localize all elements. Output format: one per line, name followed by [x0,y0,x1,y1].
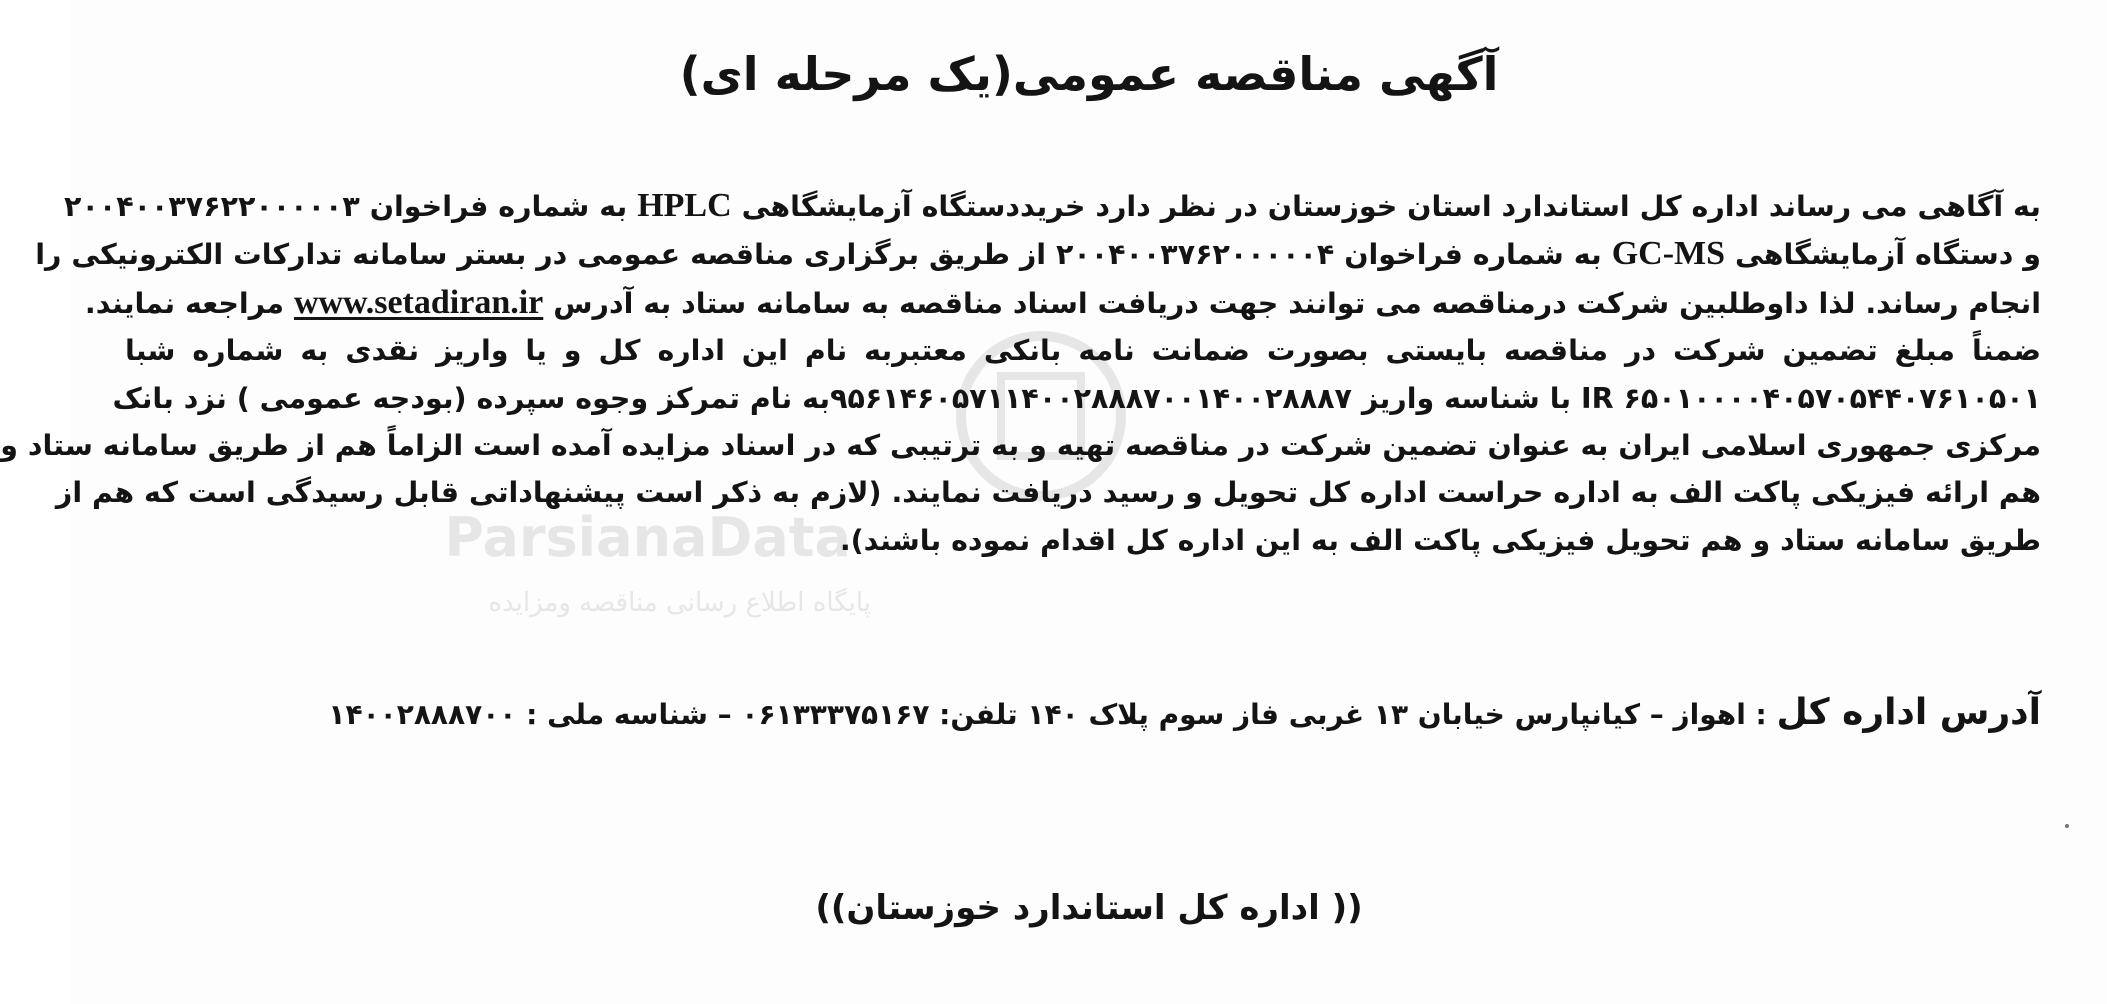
iban-number: IR ۶۵۰۱۰۰۰۰۴۰۵۷۰۵۴۴۰۷۶۱۰۵۰۱ [1581,381,2041,415]
watermark-brand: ParsianaData [444,506,851,569]
body-line-2 [35,230,2041,278]
watermark-tagline: پایگاه اطلاع رسانی مناقصه ومزایده [488,588,871,618]
setadiran-link[interactable]: www.setadiran.ir [293,283,544,321]
body-line-4: ضمناً مبلغ تضمین شرکت در مناقصه بایستی بصورت ضمانت نامه بانکی معتبربه نام این اداره کل و یا واریز نقدی به شماره شبا [125,334,2041,368]
office-address [141,688,2041,740]
address-text: : اهواز – کیانپارس خیابان ۱۳ غربی فاز سوم پلاک ۱۴۰ تلفن: ۰۶۱۳۳۳۷۵۱۶۷ – شناسه ملی : ۱۴۰۰۲۸۸۸۷۰۰ [328,698,1777,731]
body-line-2-text-b: به شماره فراخوان ۲۰۰۴۰۰۳۷۶۲۰۰۰۰۰۴ از طریق برگزاری مناقصه عمومی در بستر سامانه تدارکات الکترونیکی را [35,238,1602,272]
body-line-3-text-a: انجام رساند. لذا داوطلبین شرکت درمناقصه می توانند جهت دریافت اسناد مناقصه به سامانه ستاد به آدرس [553,286,2041,320]
notice-title: آگهی مناقصه عمومی(یک مرحله ای) [679,47,1499,101]
body-line-3 [84,279,2041,327]
scan-speck [2065,824,2069,828]
body-line-3-text-b: مراجعه نمایند. [84,286,285,320]
body-line-1-text-b: به شماره فراخوان ۲۰۰۴۰۰۳۷۶۲۲۰۰۰۰۰۳ [64,190,628,223]
notice-body [0,182,2041,564]
address-label: آدرس اداره کل [1776,692,2041,733]
body-line-5 [112,375,2041,422]
gcms-term: GC-MS [1611,235,1726,273]
body-line-6: مرکزی جمهوری اسلامی ایران به عنوان تضمین شرکت در مناقصه تهیه و به ترتیبی که در اسناد مزایده آمده است الزاماً هم از طریق سامانه ستاد و [0,429,2041,463]
body-line-8: طریق سامانه ستاد و هم تحویل فیزیکی پاکت الف به این اداره کل اقدام نموده باشند). [839,523,2041,557]
body-line-7: هم ارائه فیزیکی پاکت الف به اداره حراست اداره کل تحویل و رسید دریافت نمایند. (لازم به ذکر است پیشنهاداتی قابل رسیدگی است که هم از [55,476,2041,510]
body-line-2-text-a: و دستگاه آزمایشگاهی [1734,238,2041,272]
body-line-1 [64,182,2041,230]
hplc-term: HPLC [637,187,732,224]
body-line-1-text-a: به آگاهی می رساند اداره کل استاندارد استان خوزستان در نظر دارد خریددستگاه آزمایشگاهی [741,190,2041,223]
body-line-5-text: با شناسه واریز ۹۵۶۱۴۶۰۵۷۱۱۴۰۰۲۸۸۸۷۰۰۱۴۰۰۲۸۸۸۷به نام تمرکز وجوه سپرده (بودجه عمومی ) نزد بانک [112,381,1572,415]
issuer-signature: (( اداره کل استاندارد خوزستان)) [815,888,1363,928]
